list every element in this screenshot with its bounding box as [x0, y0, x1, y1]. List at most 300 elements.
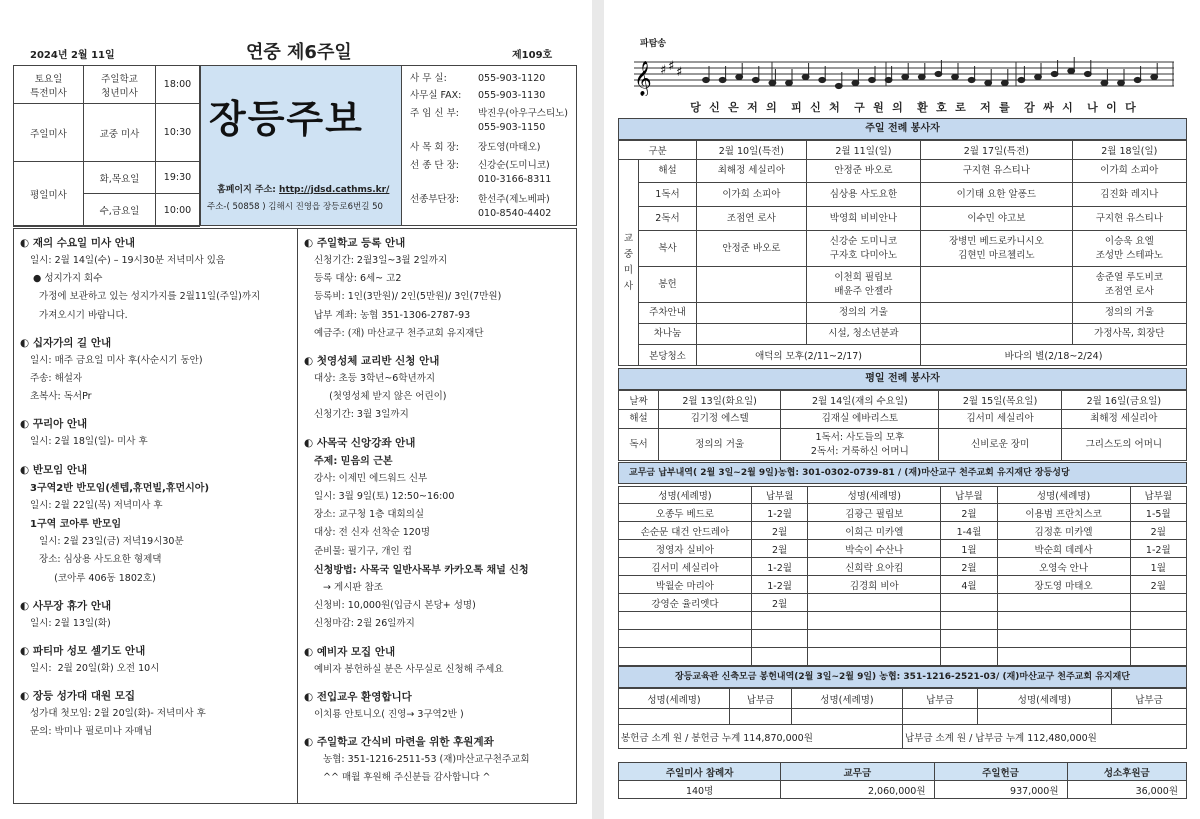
dues-cell [751, 648, 807, 666]
mass-cell: 교중 미사 [84, 104, 156, 162]
music-note [885, 77, 892, 82]
dues-cell: 정영자 실비아 [619, 540, 752, 558]
dues-cell: 1-2월 [751, 504, 807, 522]
bulletin-date: 2024년 2월 11일 [30, 50, 115, 61]
mass-time: 18:00 [156, 66, 200, 104]
notice-line: 일시: 2월 23일(금) 저녁19시30분 [30, 536, 184, 548]
building-cell [902, 709, 977, 725]
weekday-cell: 최해정 세실리아 [1061, 410, 1186, 429]
notice-line: 문의: 박미나 필로미나 자매님 [30, 726, 153, 738]
mass-schedule-table [13, 65, 200, 227]
music-note [968, 77, 975, 82]
weekday-head-cell: 날짜 [619, 391, 659, 410]
mass-cell: 주일학교 청년미사 [84, 66, 156, 104]
building-cell [619, 709, 730, 725]
sunday-cell: 이수민 야고보 [921, 207, 1073, 231]
sunday-cell: 구지현 유스티나 [921, 160, 1073, 183]
dues-cell [1130, 612, 1186, 630]
weekday-head-cell: 2월 16일(금요일) [1061, 391, 1186, 410]
sunday-row-label: 차나눔 [639, 324, 697, 345]
notice-line: 일시: 2월 14일(수) – 19시30분 저녁미사 있음 [30, 255, 226, 266]
notice-title: ◐ 사무장 휴가 안내 [20, 599, 112, 612]
sunday-row-label: 주차안내 [639, 303, 697, 324]
contact-row [410, 157, 575, 171]
building-head-cell: 성명(세례명) [791, 689, 902, 709]
lyric-syllable: 다 [1125, 101, 1136, 114]
music-note [852, 80, 859, 85]
svg-text:♯: ♯ [668, 59, 675, 74]
music-note [752, 77, 759, 82]
music-note [1118, 80, 1125, 85]
mass-cell: 주일미사 [14, 104, 84, 162]
lyric-syllable: 의 [766, 101, 777, 114]
dues-cell: 1-2월 [1130, 540, 1186, 558]
notice-line: 주제: 믿음의 근본 [314, 455, 393, 467]
notice-line: 신청기간: 2월3일~3월 2일까지 [314, 255, 448, 266]
sunday-servers-table [618, 140, 1187, 366]
building-title: 장등교육관 신축모금 봉헌내역(2월 3일~2월 9일) 농협: 351-1216-2521-03/ (재)마산교구 천주교회 유지재단 [618, 666, 1187, 688]
dues-cell: 4월 [941, 576, 997, 594]
contact-value: 박진우(아우구스티노) [478, 107, 569, 119]
notice-title: ◐ 십자가의 길 안내 [20, 336, 112, 349]
notice-line: ● 성지가지 회수 [30, 273, 103, 285]
building-head-cell: 납부금 [730, 689, 792, 709]
dues-cell: 2월 [941, 504, 997, 522]
sunday-cell: 심상용 사도요한 [806, 183, 920, 207]
dues-cell: 1-2월 [751, 576, 807, 594]
dues-head-cell: 성명(세례명) [619, 487, 752, 504]
building-head-cell: 납부금 [1112, 689, 1187, 709]
notice-line: 신청방법: 사목국 일반사목부 카카오톡 채널 신청 [314, 564, 529, 576]
sunday-servers-title: 주일 전례 봉사자 [618, 118, 1187, 140]
contact-value: 신강순(도미니코) [478, 159, 550, 171]
dues-cell: 2월 [751, 594, 807, 612]
music-note [1051, 71, 1058, 76]
treble-clef-icon: 𝄞 [634, 61, 652, 96]
dues-cell [941, 630, 997, 648]
dues-cell: 1월 [1130, 558, 1186, 576]
sunday-cell [697, 303, 807, 324]
lyric-syllable: 은 [728, 101, 739, 114]
dues-head-cell: 성명(세례명) [808, 487, 941, 504]
dues-cell: 오종두 베드로 [619, 504, 752, 522]
dues-cell: 1-4월 [941, 522, 997, 540]
building-head-cell: 성명(세례명) [619, 689, 730, 709]
dues-cell: 2월 [1130, 522, 1186, 540]
dues-cell: 박숙이 수산나 [808, 540, 941, 558]
sunday-cell: 이기태 요한 알퐁드 [921, 183, 1073, 207]
notice-line: 예금주: (재) 마산교구 천주교회 유지재단 [314, 327, 484, 339]
dues-cell [751, 612, 807, 630]
lyric-syllable: 피 [791, 101, 802, 114]
dues-cell: 김서미 세실리아 [619, 558, 752, 576]
lyric-syllable: 당 [690, 101, 701, 114]
sunday-head-cell: 구분 [619, 141, 697, 160]
notice-line: 준비물: 필기구, 개인 컵 [314, 545, 412, 557]
lyric-syllable: 원 [873, 101, 884, 114]
notice-line: 성가대 첫모임: 2월 20일(화)- 저녁미사 후 [30, 708, 206, 720]
notice-line: 예비자 봉헌하실 분은 사무실로 신청해 주세요 [314, 663, 504, 675]
notice-line: 일시: 매주 금요일 미사 후(사순시기 동안) [30, 354, 203, 366]
music-note [1101, 80, 1108, 85]
notice-title: ◐ 주일학교 등록 안내 [304, 237, 406, 249]
sunday-cell: 박영희 비비안나 [806, 207, 920, 231]
notice-line: 신청마감: 2월 26일까지 [314, 618, 415, 630]
sunday-cell: 애덕의 모후(2/11~2/17) [697, 345, 921, 366]
building-cell [1112, 709, 1187, 725]
notice-title: ◐ 사목국 신앙강좌 안내 [304, 436, 416, 449]
summary-head-cell: 주일미사 참례자 [619, 763, 781, 781]
summary-value-cell: 140명 [619, 781, 781, 799]
contact-row [410, 139, 575, 153]
notice-line: (첫영성체 받지 않은 어린이) [314, 391, 447, 403]
notice-line: 등록비: 1인(3만원)/ 2인(5만원)/ 3인(7만원) [314, 291, 502, 303]
music-note [802, 74, 809, 79]
sunday-cell: 구지현 유스티나 [1072, 207, 1186, 231]
sunday-row-label: 복사 [639, 231, 697, 267]
notice-line: 장소: 교구청 1층 대회의실 [314, 509, 425, 521]
dues-cell: 박월순 마리아 [619, 576, 752, 594]
dues-cell [997, 594, 1130, 612]
summary-head-cell: 성소후원금 [1067, 763, 1186, 781]
music-note [918, 74, 925, 79]
mass-time: 10:00 [156, 194, 200, 227]
sunday-cell: 이가희 소피아 [1072, 160, 1186, 183]
dues-head-cell: 납부월 [1130, 487, 1186, 504]
weekday-cell: 정의의 거울 [659, 429, 781, 461]
dues-cell: 2월 [1130, 576, 1186, 594]
sunday-cell: 이가희 소피아 [697, 183, 807, 207]
logo-text: 장등주보 [209, 97, 364, 141]
dues-cell [1130, 648, 1186, 666]
notice-title: ◐ 장등 성가대 대원 모집 [20, 690, 136, 703]
contact-row [410, 70, 575, 84]
dues-cell [619, 648, 752, 666]
svg-text:♯: ♯ [676, 65, 683, 80]
sunday-cell: 바다의 별(2/18~2/24) [921, 345, 1187, 366]
music-note [1001, 80, 1008, 85]
sunday-head-cell: 2월 10일(특전) [697, 141, 807, 160]
homepage-label: 홈페이지 주소: [217, 185, 280, 195]
dues-cell: 2월 [751, 522, 807, 540]
contact-label: 사무실 FAX: [410, 90, 462, 102]
lyric-syllable: 이 [1106, 101, 1117, 114]
contact-value: 010-8540-4402 [478, 208, 552, 220]
weekday-cell: 1독서: 사도들의 모후 2독서: 거룩하신 어머니 [781, 429, 939, 461]
lyric-syllable: 저 [980, 101, 991, 114]
sunday-cell [921, 303, 1073, 324]
lyric-syllable: 환 [917, 101, 928, 114]
sunday-cell: 송준열 루도비코 조점연 로사 [1072, 267, 1186, 303]
notice-line: 이치룡 안토니오( 진영→ 3구역2반 ) [314, 708, 464, 720]
sunday-cell: 정의의 거울 [1072, 303, 1186, 324]
building-sum-left: 봉헌금 소계 원 / 봉헌금 누계 114,870,000원 [619, 725, 903, 749]
mass-time: 19:30 [156, 162, 200, 194]
weekday-cell: 그리스도의 어머니 [1061, 429, 1186, 461]
lyric-syllable: 싸 [1043, 101, 1054, 114]
dues-cell: 김광근 필립보 [808, 504, 941, 522]
contact-value: 장도영(마태오) [478, 142, 541, 154]
lyric-syllable: 시 [1062, 101, 1073, 114]
contact-label: 사 무 실: [410, 73, 447, 84]
dues-cell: 오영숙 안나 [997, 558, 1130, 576]
lyric-syllable: 구 [854, 101, 865, 114]
sunday-cell [921, 324, 1073, 345]
music-note [819, 77, 826, 82]
homepage-link[interactable]: http://jdsd.cathms.kr/ [279, 185, 390, 195]
notice-line: 강사: 이제민 에드워드 신부 [314, 472, 428, 484]
sunday-cell: 안정준 바오로 [806, 160, 920, 183]
music-note [1151, 74, 1158, 79]
music-note [869, 77, 876, 82]
contact-row [410, 87, 575, 101]
lyric-syllable: 신 [709, 101, 720, 114]
mass-cell: 수,금요일 [84, 194, 156, 227]
notice-title: ◐ 첫영성체 교리반 신청 안내 [304, 355, 440, 367]
dues-title: 교무금 납부내역( 2월 3일~2월 9일)농협: 301-0302-0739-81 / (재)마산교구 천주교회 유지재단 장등성당 [618, 462, 1187, 484]
music-note [769, 80, 776, 85]
lyric-syllable: 감 [1024, 101, 1035, 114]
sunday-cell: 김진화 레지나 [1072, 183, 1186, 207]
lyric-syllable: 처 [829, 101, 840, 114]
building-head-cell: 납부금 [902, 689, 977, 709]
summary-head-cell: 주일헌금 [934, 763, 1067, 781]
sunday-cell: 이천희 필립보 배윤주 안젤라 [806, 267, 920, 303]
lyric-syllable: 로 [955, 101, 966, 114]
notice-line: 가져오시기 바랍니다. [30, 309, 128, 321]
address: 주소-( 50858 ) 김해시 진영읍 장등로6번길 50 [207, 202, 383, 212]
notice-line: 가정에 보관하고 있는 성지가지를 2월11일(주일)까지 [30, 291, 261, 303]
dues-cell: 1-5월 [1130, 504, 1186, 522]
building-cell [730, 709, 792, 725]
dues-cell [808, 594, 941, 612]
sunday-cell [697, 267, 807, 303]
contact-row [410, 208, 575, 219]
contact-value: 055-903-1120 [478, 73, 546, 84]
bulletin-title: 연중 제6주일 [246, 42, 352, 63]
lyric-syllable: 저 [747, 101, 758, 114]
dues-cell [751, 630, 807, 648]
contact-value: 055-903-1150 [478, 121, 546, 133]
dues-cell: 이용범 프란치스코 [997, 504, 1130, 522]
dues-cell [619, 630, 752, 648]
dues-cell [997, 648, 1130, 666]
contact-value: 010-3166-8311 [478, 173, 552, 185]
notice-line: (코아루 406동 1802호) [30, 572, 156, 584]
dues-cell [941, 594, 997, 612]
notice-title: ◐ 꾸리아 안내 [20, 418, 88, 431]
dues-cell [808, 630, 941, 648]
music-note [703, 77, 710, 82]
right-page [604, 0, 1200, 819]
building-table [618, 688, 1187, 749]
lyric-syllable: 나 [1087, 101, 1098, 114]
music-note [786, 80, 793, 85]
dues-cell [941, 612, 997, 630]
weekday-cell: 김기정 에스텔 [659, 410, 781, 429]
notice-line: 장소: 심상용 사도요한 형제댁 [30, 554, 162, 566]
lyric-syllable: 호 [936, 101, 947, 114]
issue-number: 제109호 [512, 50, 553, 61]
notice-line: 일시: 2월 20일(화) 오전 10시 [30, 663, 160, 674]
dues-cell: 김정훈 미카엘 [997, 522, 1130, 540]
dues-cell: 김경희 비아 [808, 576, 941, 594]
contact-row [410, 191, 575, 205]
column-divider [297, 228, 298, 804]
notice-line: 신청비: 10,000원(입금시 본당+ 성명) [314, 600, 476, 612]
left-page [0, 0, 592, 819]
weekday-cell: 김서미 세실리아 [939, 410, 1061, 429]
notice-line: 대상: 전 신자 선착순 120명 [314, 527, 431, 539]
sunday-cell: 시설, 청소년분과 [806, 324, 920, 345]
contact-label: 선 종 단 장: [410, 159, 459, 171]
notice-line: 등록 대상: 6세~ 고2 [314, 273, 402, 285]
weekday-cell: 독서 [619, 429, 659, 461]
summary-value-cell: 937,000원 [934, 781, 1067, 799]
music-note [1134, 77, 1141, 82]
weekday-cell: 신비로운 장미 [939, 429, 1061, 461]
dues-cell [941, 648, 997, 666]
weekday-cell: 김재실 에바리스토 [781, 410, 939, 429]
notice-line: 납부 계좌: 농협 351-1306-2787-93 [314, 309, 471, 321]
weekday-servers-title: 평일 전례 봉사자 [618, 368, 1187, 390]
notice-line: 초복사: 독서Pr [30, 391, 92, 403]
dues-cell: 신희락 요아킴 [808, 558, 941, 576]
weekday-head-cell: 2월 14일(재의 수요일) [781, 391, 939, 410]
music-note [952, 74, 959, 79]
dues-cell: 강영순 율리엣다 [619, 594, 752, 612]
notice-line: 3구역2반 반모임(센텝,휴먼빌,휴먼시아) [30, 482, 210, 494]
lyric-syllable: 를 [999, 101, 1010, 114]
notice-line: 대상: 초등 3학년~6학년까지 [314, 373, 436, 384]
sunday-cell: 신강순 도미니코 구자호 다미아노 [806, 231, 920, 267]
music-note [1084, 71, 1091, 76]
building-head-cell: 성명(세례명) [977, 689, 1111, 709]
dues-head-cell: 성명(세례명) [997, 487, 1130, 504]
music-note [835, 83, 842, 88]
dues-cell: 장도영 마태오 [997, 576, 1130, 594]
contact-row [410, 122, 575, 133]
notice-line: 농협: 351-1216-2511-53 (재)마산교구천주교회 [314, 754, 530, 765]
notice-title: ◐ 전입교우 환영합니다 [304, 690, 412, 703]
notice-line: 주송: 해설자 [30, 373, 83, 384]
mass-cell: 화,목요일 [84, 162, 156, 194]
hymn-lyrics [686, 96, 1140, 115]
notice-title: ◐ 주일학교 간식비 마련을 위한 후원계좌 [304, 736, 494, 748]
contact-value: 055-903-1130 [478, 90, 546, 102]
dues-cell: 2월 [751, 540, 807, 558]
contact-value: 한선주(제노베파) [478, 194, 550, 206]
notice-line: 일시: 2월 22일(목) 저녁미사 후 [30, 499, 163, 511]
dues-cell: 손순문 대건 안드레아 [619, 522, 752, 540]
dues-head-cell: 납부월 [751, 487, 807, 504]
summary-value-cell: 36,000원 [1067, 781, 1186, 799]
notice-line: 일시: 3월 9일(토) 12:50~16:00 [314, 491, 455, 502]
sunday-cell [921, 267, 1073, 303]
dues-cell: 2월 [941, 558, 997, 576]
contact-row [410, 105, 575, 119]
notice-line: 일시: 2월 18일(일)- 미사 후 [30, 436, 148, 448]
contact-label: 선종부단장: [410, 194, 460, 206]
sunday-cell: 최해정 세실리아 [697, 160, 807, 183]
sunday-cell: 조점연 로사 [697, 207, 807, 231]
notice-line: 1구역 코아루 반모임 [30, 519, 122, 530]
contact-label: 주 임 신 부: [410, 107, 459, 119]
building-cell [791, 709, 902, 725]
sunday-cell [697, 324, 807, 345]
music-note [985, 80, 992, 85]
contact-row [410, 174, 575, 185]
dues-cell [619, 612, 752, 630]
sunday-head-cell: 2월 17일(특전) [921, 141, 1073, 160]
music-note [1068, 68, 1075, 73]
notice-title: ◐ 파티마 성모 셀기도 안내 [20, 645, 146, 657]
dues-cell: 박순희 데레사 [997, 540, 1130, 558]
dues-cell [1130, 594, 1186, 612]
sunday-cell: 정의의 거울 [806, 303, 920, 324]
dues-cell [1130, 630, 1186, 648]
dues-head-cell: 납부월 [941, 487, 997, 504]
music-note [719, 77, 726, 82]
homepage-line [217, 182, 389, 195]
mass-time: 10:30 [156, 104, 200, 162]
mass-cell: 평일미사 [14, 162, 84, 227]
sunday-head-cell: 2월 18일(일) [1072, 141, 1186, 160]
sunday-row-label: 봉헌 [639, 267, 697, 303]
notice-title: ◐ 반모임 안내 [20, 463, 88, 476]
sunday-cell: 장병민 베드로카니시오 김현민 마르첼리노 [921, 231, 1073, 267]
sunday-row-label: 본당청소 [639, 345, 697, 366]
music-note [1035, 74, 1042, 79]
music-note [902, 74, 909, 79]
lyric-syllable: 신 [810, 101, 821, 114]
dues-cell: 1-2월 [751, 558, 807, 576]
notice-line: ^^ 매월 후원해 주신분들 감사합니다 ^ [314, 772, 491, 784]
dues-cell [997, 612, 1130, 630]
sunday-row-label: 해설 [639, 160, 697, 183]
dues-cell [997, 630, 1130, 648]
building-sum-right: 납부금 소계 원 / 납부금 누계 112,480,000원 [902, 725, 1186, 749]
sunday-cell: 이승욱 요엘 조성만 스테파노 [1072, 231, 1186, 267]
logo-area [200, 66, 402, 225]
sunday-side-label: 교중미사 [619, 160, 639, 366]
notice-title: ◐ 예비자 모집 안내 [304, 645, 396, 658]
sunday-cell: 가정사목, 회장단 [1072, 324, 1186, 345]
music-note [1018, 77, 1025, 82]
sunday-row-label: 2독서 [639, 207, 697, 231]
notice-line: 신청기간: 3월 3일까지 [314, 409, 409, 421]
weekday-head-cell: 2월 13일(화요일) [659, 391, 781, 410]
music-note [736, 74, 743, 79]
notice-title: ◐ 재의 수요일 미사 안내 [20, 237, 136, 249]
weekday-servers-table [618, 390, 1187, 461]
summary-head-cell: 교무금 [781, 763, 934, 781]
summary-table [618, 762, 1187, 799]
dues-cell: 1월 [941, 540, 997, 558]
hymn-label: 파탐송 [640, 39, 667, 49]
weekday-cell: 해설 [619, 410, 659, 429]
svg-text:♯: ♯ [660, 63, 667, 78]
dues-cell: 이희근 미카엘 [808, 522, 941, 540]
lyric-syllable: 의 [892, 101, 903, 114]
hymn-staff [624, 50, 1184, 96]
sunday-row-label: 1독서 [639, 183, 697, 207]
mass-cell: 토요일 특전미사 [14, 66, 84, 104]
notice-line: → 게시판 참조 [314, 582, 383, 593]
building-cell [977, 709, 1111, 725]
weekday-head-cell: 2월 15일(목요일) [939, 391, 1061, 410]
sunday-head-cell: 2월 11일(일) [806, 141, 920, 160]
